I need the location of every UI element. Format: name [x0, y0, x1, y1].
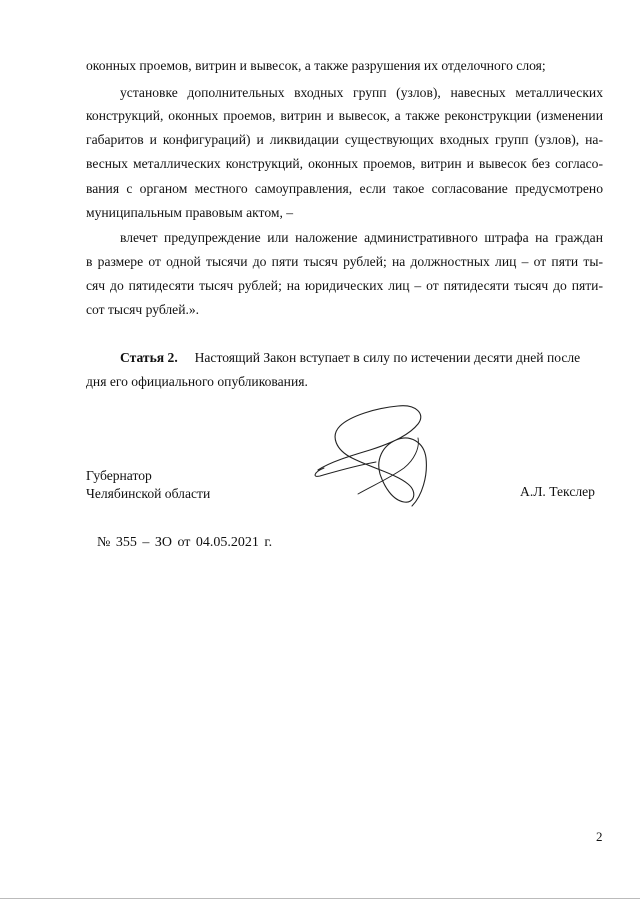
article-text: Настоящий Закон вступает в силу по истечении десяти дней после [194, 350, 581, 365]
registration-number: № 355 – ЗО от 04.05.2021 г. [97, 535, 273, 550]
signatory-title-line-2: Челябинской области [86, 486, 211, 501]
article-2-line-2: дня его официального опубликования. [86, 374, 308, 389]
article-2-line-1 [120, 350, 603, 366]
signatory-title-line-1: Губернатор [86, 468, 152, 483]
signatory-name: А.Л. Текслер [520, 484, 595, 499]
article-label: Статья 2. [120, 350, 178, 365]
penalty-line-1: влечет предупреждение или наложение административного штрафа на граждан [120, 230, 603, 245]
body-line-6: вания с органом местного самоуправления, если такое согласование предусмотрено [86, 181, 603, 196]
bottom-edge-line [0, 898, 640, 899]
handwritten-signature [300, 398, 440, 518]
body-line-4: габаритов и конфигураций) и ликвидации существующих входных групп (узлов), на- [86, 132, 603, 147]
penalty-line-3: сяч до пятидесяти тысяч рублей; на юридических лиц – от пятидесяти тысяч до пяти- [86, 278, 603, 293]
penalty-line-2: в размере от одной тысячи до пяти тысяч рублей; на должностных лиц – от пяти ты- [86, 254, 603, 269]
page-number: 2 [596, 829, 603, 844]
body-line-1: оконных проемов, витрин и вывесок, а также разрушения их отделочного слоя; [86, 58, 546, 73]
body-line-3: конструкций, оконных проемов, витрин и вывесок, а также реконструкции (изменении [86, 108, 603, 123]
penalty-line-4: сот тысяч рублей.». [86, 302, 200, 317]
body-line-7: муниципальным правовым актом, – [86, 205, 294, 220]
body-line-2: установке дополнительных входных групп (узлов), навесных металлических [120, 85, 603, 100]
body-line-5: весных металлических конструкций, оконных проемов, витрин и вывесок без согласо- [86, 156, 603, 171]
